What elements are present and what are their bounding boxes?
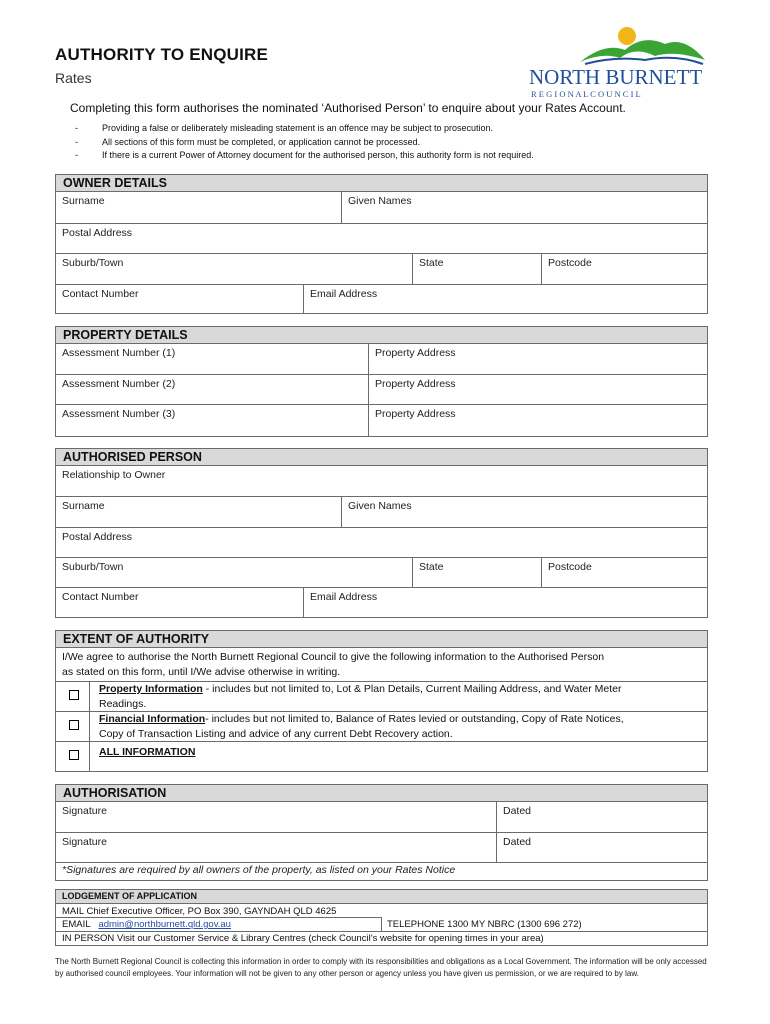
authorised-suburb-field[interactable]: Suburb/Town <box>62 561 124 573</box>
authorised-person-heading: AUTHORISED PERSON <box>56 449 707 466</box>
relationship-field[interactable]: Relationship to Owner <box>62 469 166 481</box>
all-information-checkbox[interactable] <box>69 750 79 760</box>
logo-subtext: R E G I O N A L C O U N C I L <box>531 89 641 99</box>
property-information-option: Property Information - includes but not limited to, Lot & Plan Details, Current Mailing Address, and Water Meter Readings. <box>99 683 622 710</box>
council-logo-graphic <box>525 22 710 102</box>
property-row <box>56 375 707 405</box>
authorised-given-names-field[interactable]: Given Names <box>341 497 707 527</box>
extent-agree-text: I/We agree to authorise the North Burnett Regional Council to give the following information to the Authorised Person as stated on this form, until I/We advise otherwise in writing. <box>62 651 605 678</box>
owner-postcode-field[interactable]: Postcode <box>541 254 707 284</box>
signature-row <box>56 802 707 833</box>
intro-text: Completing this form authorises the nominated ‘Authorised Person’ to enquire about your Rates Account. <box>70 101 626 115</box>
authorised-postcode-field[interactable]: Postcode <box>541 558 707 587</box>
signature-row <box>56 833 707 863</box>
authorised-surname-field[interactable]: Surname <box>62 500 105 512</box>
dated-2-field[interactable]: Dated <box>496 833 707 862</box>
authorised-postal-row <box>56 528 707 558</box>
bullet-item: - Providing a false or deliberately misleading statement is an offence may be subject to prosecution. <box>75 123 494 133</box>
authorised-email-field[interactable]: Email Address <box>303 588 707 618</box>
authorised-name-row <box>56 497 707 528</box>
authorised-postal-address-field[interactable]: Postal Address <box>62 531 133 543</box>
owner-surname-field[interactable]: Surname <box>62 195 105 207</box>
lodgement-email-row: EMAIL admin@northburnett.qld.gov.au <box>62 919 231 930</box>
signature-2-field[interactable]: Signature <box>62 836 107 848</box>
dated-1-field[interactable]: Dated <box>496 802 707 832</box>
property-row <box>56 344 707 375</box>
authorised-suburb-row <box>56 558 707 588</box>
owner-given-names-field[interactable]: Given Names <box>341 192 707 223</box>
authorised-contact-row <box>56 588 707 618</box>
property-information-checkbox[interactable] <box>69 690 79 700</box>
bullet-item: - All sections of this form must be completed, or application cannot be processed. <box>75 136 421 147</box>
form-subtitle: Rates <box>55 70 92 86</box>
intro-bullets <box>70 122 534 163</box>
property-address-1-field[interactable]: Property Address <box>368 344 707 374</box>
lodgement-in-person: IN PERSON Visit our Customer Service & Library Centres (check Council’s website for opening times in your area) <box>62 933 544 944</box>
lodgement-mail: MAIL Chief Executive Officer, PO Box 390, GAYNDAH QLD 4625 <box>62 906 337 917</box>
owner-name-row <box>56 192 707 224</box>
financial-information-option: Financial Information- includes but not limited to, Balance of Rates levied or outstanding, Copy of Rate Notices, Copy of Transaction Listing and advice of any current Debt Recovery action. <box>99 713 624 740</box>
property-address-3-field[interactable]: Property Address <box>368 405 707 437</box>
owner-postal-address-field[interactable]: Postal Address <box>62 227 133 239</box>
logo-text: NORTH BURNETT <box>529 65 703 89</box>
assessment-number-3-field[interactable]: Assessment Number (3) <box>62 408 176 420</box>
lodgement-telephone: TELEPHONE 1300 MY NBRC (1300 696 272) <box>387 919 582 930</box>
property-details-section <box>55 326 708 437</box>
property-details-heading: PROPERTY DETAILS <box>56 327 707 344</box>
email-link[interactable]: admin@northburnett.qld.gov.au <box>98 919 231 930</box>
lodgement-heading: LODGEMENT OF APPLICATION <box>56 890 707 904</box>
council-logo <box>525 22 710 102</box>
lodgement-section <box>55 889 708 946</box>
property-address-2-field[interactable]: Property Address <box>368 375 707 404</box>
all-information-option: ALL INFORMATION <box>99 746 196 758</box>
owner-suburb-field[interactable]: Suburb/Town <box>62 257 124 269</box>
privacy-statement: The North Burnett Regional Council is collecting this information in order to comply with its responsibilities and obligations as a Local Government. The information will be only accessed by authorised council employees. Your information will not be given to any other person or agency unless you have given us permission, or we are required to by law. <box>55 957 707 978</box>
owner-email-field[interactable]: Email Address <box>303 285 707 314</box>
authorisation-heading: AUTHORISATION <box>56 785 707 802</box>
bullet-item: - If there is a current Power of Attorney document for the authorised person, this authority form is not required. <box>75 150 534 160</box>
owner-postal-row <box>56 224 707 254</box>
owner-state-field[interactable]: State <box>412 254 541 284</box>
owner-contact-field[interactable]: Contact Number <box>62 288 139 300</box>
assessment-number-1-field[interactable]: Assessment Number (1) <box>62 347 176 359</box>
owner-contact-row <box>56 285 707 314</box>
extent-of-authority-section <box>55 630 708 772</box>
authorised-person-section <box>55 448 708 618</box>
form-title: AUTHORITY TO ENQUIRE <box>55 45 269 64</box>
financial-information-checkbox[interactable] <box>69 720 79 730</box>
extent-heading: EXTENT OF AUTHORITY <box>56 631 707 648</box>
authorisation-section <box>55 784 708 881</box>
signature-1-field[interactable]: Signature <box>62 805 107 817</box>
owner-suburb-row <box>56 254 707 285</box>
authorised-contact-field[interactable]: Contact Number <box>62 591 139 603</box>
owner-details-heading: OWNER DETAILS <box>56 175 707 192</box>
property-row <box>56 405 707 437</box>
signature-note-row <box>56 863 707 881</box>
signature-note: *Signatures are required by all owners of the property, as listed on your Rates Notice <box>62 864 456 876</box>
assessment-number-2-field[interactable]: Assessment Number (2) <box>62 378 176 390</box>
relationship-row <box>56 466 707 497</box>
owner-details-section <box>55 174 708 314</box>
authorised-state-field[interactable]: State <box>412 558 541 587</box>
